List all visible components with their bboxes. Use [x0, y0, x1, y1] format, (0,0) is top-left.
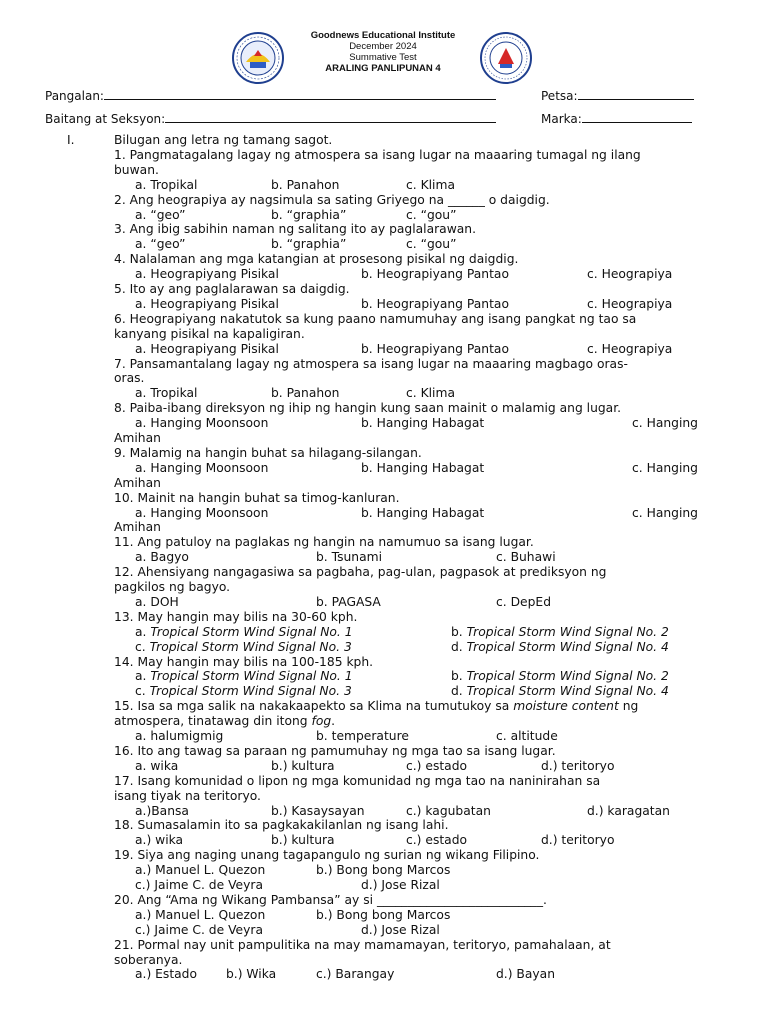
question-text: 10. Mainit na hangin buhat sa timog-kanluran.: [114, 490, 400, 505]
answer-option[interactable]: [135, 669, 353, 683]
answer-option[interactable]: c. Hanging: [632, 505, 698, 520]
question-text: 16. Ito ang tawag sa paraan ng pamumuhay ng mga tao sa isang lugar.: [114, 743, 556, 758]
option-letter: d.: [451, 684, 467, 699]
question-text: 5. Ito ay ang paglalarawan sa daigdig.: [114, 282, 350, 296]
question-text: 18. Sumasalamin ito sa pagkakakilanlan ng isang lahi.: [114, 818, 449, 833]
answer-option[interactable]: a. Heograpiyang Pisikal: [135, 296, 279, 311]
answer-option[interactable]: a. Bagyo: [135, 550, 189, 565]
answer-option[interactable]: c. Heograpiya: [587, 341, 673, 356]
answer-option[interactable]: c. Klima: [406, 386, 455, 401]
section-numeral: I.: [67, 133, 75, 147]
answer-option[interactable]: b. “graphia”: [271, 237, 347, 252]
answer-option[interactable]: [451, 669, 669, 683]
answer-option[interactable]: b. Heograpiyang Pantao: [361, 267, 509, 282]
score-field[interactable]: [541, 110, 692, 126]
question-text: 6. Heograpiyang nakatutok sa kung paano namumuhay ang isang pangkat ng tao sa: [114, 311, 637, 326]
answer-option[interactable]: c.) Jaime C. de Veyra: [135, 922, 263, 937]
answer-option[interactable]: c. altitude: [496, 729, 558, 743]
italic-term: moisture content: [513, 699, 619, 714]
answer-option[interactable]: b.) Wika: [226, 967, 277, 982]
answer-option[interactable]: a. Tropikal: [135, 386, 198, 401]
answer-option[interactable]: a. Heograpiyang Pisikal: [135, 341, 279, 356]
answer-option[interactable]: b.) kultura: [271, 758, 335, 773]
answer-option[interactable]: d.) Jose Rizal: [361, 922, 440, 937]
question-text: Amihan: [114, 520, 161, 535]
question-text: 14. May hangin may bilis na 100-185 kph.: [114, 654, 374, 669]
question-text: 8. Paiba-ibang direksyon ng ihip ng hangin kung saan mainit o malamig ang lugar.: [114, 401, 622, 416]
option-letter: c.: [135, 684, 150, 699]
answer-option[interactable]: a. Tropikal: [135, 177, 198, 192]
answer-option[interactable]: [135, 640, 352, 654]
answer-option[interactable]: c. Buhawi: [496, 550, 556, 565]
answer-option[interactable]: d.) karagatan: [587, 803, 670, 818]
question-text: buwan.: [114, 162, 159, 177]
answer-option[interactable]: c. Hanging: [632, 460, 698, 475]
answer-option[interactable]: c. Hanging: [632, 416, 698, 431]
option-letter: b.: [451, 669, 467, 684]
italic-term: fog: [311, 714, 332, 729]
option-letter: c.: [135, 639, 150, 654]
option-text: Tropical Storm Wind Signal No. 3: [149, 684, 352, 699]
answer-option[interactable]: a.) Manuel L. Quezon: [135, 863, 266, 878]
answer-option[interactable]: a. wika: [135, 758, 179, 773]
answer-option[interactable]: b. Hanging Habagat: [361, 505, 485, 520]
answer-option[interactable]: b. temperature: [316, 729, 409, 743]
option-text: Tropical Storm Wind Signal No. 2: [466, 669, 669, 684]
question-text: oras.: [114, 371, 145, 386]
question-text: 19. Siya ang naging unang tagapangulo ng surian ng wikang Filipino.: [114, 848, 540, 863]
option-text: Tropical Storm Wind Signal No. 1: [150, 669, 353, 684]
grade-section-field[interactable]: [45, 110, 496, 126]
question-text: 7. Pansamantalang lagay ng atmospera sa isang lugar na maaaring magbago oras-: [114, 356, 628, 371]
option-text: Tropical Storm Wind Signal No. 2: [466, 624, 669, 639]
option-text: Tropical Storm Wind Signal No. 1: [150, 624, 353, 639]
answer-option[interactable]: a. Hanging Moonsoon: [135, 416, 269, 431]
answer-option[interactable]: c. Heograpiya: [587, 267, 673, 282]
answer-option[interactable]: a.)Bansa: [135, 803, 189, 818]
answer-option[interactable]: [135, 684, 352, 698]
deped-seal-logo: [480, 32, 532, 84]
question-text: 3. Ang ibig sabihin naman ng salitang ito ay paglalarawan.: [114, 222, 477, 237]
date-label: Petsa:: [541, 89, 578, 103]
answer-option[interactable]: c. “gou”: [406, 207, 457, 222]
answer-option[interactable]: a.) wika: [135, 833, 184, 848]
question-text: 4. Nalalaman ang mga katangian at prosesong pisikal ng daigdig.: [114, 252, 519, 267]
answer-option[interactable]: d.) teritoryo: [541, 833, 615, 848]
answer-option[interactable]: a. “geo”: [135, 237, 186, 252]
test-type: Summative Test: [349, 52, 417, 63]
option-letter: d.: [451, 639, 467, 654]
question-text: 13. May hangin may bilis na 30-60 kph.: [114, 609, 358, 624]
question-text: isang tiyak na teritoryo.: [114, 788, 261, 803]
answer-option[interactable]: b. Heograpiyang Pantao: [361, 296, 509, 311]
question-text: 17. Isang komunidad o lipon ng mga komunidad ng mga tao na naninirahan sa: [114, 773, 601, 788]
school-logo: [232, 32, 284, 84]
answer-option[interactable]: b. Hanging Habagat: [361, 416, 485, 431]
subject-title: ARALING PANLIPUNAN 4: [325, 63, 441, 74]
answer-option[interactable]: b. Heograpiyang Pantao: [361, 341, 509, 356]
name-label: Pangalan:: [45, 89, 104, 103]
answer-option[interactable]: c.) Barangay: [316, 967, 395, 982]
option-text: Tropical Storm Wind Signal No. 4: [466, 684, 669, 699]
option-letter: a.: [135, 624, 151, 639]
test-date: December 2024: [349, 41, 417, 52]
header-text: [290, 30, 476, 74]
question-text: Amihan: [114, 475, 161, 490]
school-name: Goodnews Educational Institute: [310, 30, 456, 41]
question-text: soberanya.: [114, 952, 183, 967]
date-field[interactable]: [541, 87, 694, 103]
answer-option[interactable]: [451, 640, 669, 654]
answer-option[interactable]: c. DepEd: [496, 594, 551, 609]
question-text: 9. Malamig na hangin buhat sa hilagang-silangan.: [114, 445, 422, 460]
answer-option[interactable]: b. Hanging Habagat: [361, 460, 485, 475]
question-text: atmospera, tinatawag din itong fog.: [114, 714, 336, 729]
question-text: kanyang pisikal na kapaligiran.: [114, 326, 305, 341]
answer-option[interactable]: c. “gou”: [406, 237, 457, 252]
section-instruction: Bilugan ang letra ng tamang sagot.: [114, 133, 333, 147]
question-text: pagkilos ng bagyo.: [114, 580, 231, 594]
answer-option[interactable]: b. PAGASA: [316, 594, 381, 609]
answer-option[interactable]: c. Heograpiya: [587, 296, 673, 311]
answer-option[interactable]: b. Panahon: [271, 386, 340, 401]
answer-option[interactable]: a. DOH: [135, 594, 179, 609]
answer-option[interactable]: d.) Bayan: [496, 967, 555, 982]
answer-option[interactable]: [135, 625, 353, 639]
question-text: 21. Pormal nay unit pampulitika na may mamamayan, teritoryo, pamahalaan, at: [114, 937, 611, 952]
option-text: Tropical Storm Wind Signal No. 4: [466, 639, 669, 654]
question-text: 11. Ang patuloy na paglakas ng hangin na namumuo sa isang lugar.: [114, 535, 534, 550]
answer-option[interactable]: b.) kultura: [271, 833, 335, 848]
answer-option[interactable]: c.) kagubatan: [406, 803, 491, 818]
answer-option[interactable]: a. “geo”: [135, 207, 186, 222]
answer-option[interactable]: a. Hanging Moonsoon: [135, 505, 269, 520]
option-text: Tropical Storm Wind Signal No. 3: [149, 639, 352, 654]
option-letter: a.: [135, 669, 151, 684]
answer-option[interactable]: c. Klima: [406, 177, 455, 192]
question-text: Amihan: [114, 431, 161, 445]
answer-option[interactable]: a. Hanging Moonsoon: [135, 460, 269, 475]
question-text: 2. Ang heograpiya ay nagsimula sa sating Griyego na ______ o daigdig.: [114, 192, 550, 207]
answer-option[interactable]: d.) Jose Rizal: [361, 878, 440, 892]
answer-option[interactable]: b.) Bong bong Marcos: [316, 907, 451, 922]
answer-option[interactable]: [451, 625, 669, 639]
name-field[interactable]: [45, 87, 496, 103]
answer-option[interactable]: b. Tsunami: [316, 550, 383, 565]
answer-option[interactable]: b. Panahon: [271, 177, 340, 192]
grade-section-label: Baitang at Seksyon:: [45, 112, 166, 126]
answer-option[interactable]: c.) Jaime C. de Veyra: [135, 878, 263, 892]
answer-option[interactable]: d.) teritoryo: [541, 758, 615, 773]
answer-option[interactable]: a.) Estado: [135, 967, 198, 982]
answer-option[interactable]: b. “graphia”: [271, 207, 347, 222]
question-text: 20. Ang “Ama ng Wikang Pambansa” ay si ___________________________.: [114, 892, 547, 907]
question-text: 1. Pangmatagalang lagay ng atmospera sa isang lugar na maaaring tumagal ng ilang: [114, 147, 641, 162]
answer-option[interactable]: c.) estado: [406, 833, 468, 848]
answer-option[interactable]: b.) Bong bong Marcos: [316, 863, 451, 878]
answer-option[interactable]: c.) estado: [406, 758, 468, 773]
answer-option[interactable]: a. Heograpiyang Pisikal: [135, 267, 279, 282]
score-label: Marka:: [541, 112, 582, 126]
answer-option[interactable]: a. halumigmig: [135, 729, 224, 743]
option-letter: b.: [451, 624, 467, 639]
answer-option[interactable]: b.) Kasaysayan: [271, 803, 365, 818]
answer-option[interactable]: a.) Manuel L. Quezon: [135, 907, 266, 922]
question-text: 12. Ahensiyang nangagasiwa sa pagbaha, pag-ulan, pagpasok at prediksyon ng: [114, 565, 607, 580]
question-text: 15. Isa sa mga salik na nakakaapekto sa Klima na tumutukoy sa moisture content ng: [114, 699, 639, 714]
answer-option[interactable]: [451, 684, 669, 698]
